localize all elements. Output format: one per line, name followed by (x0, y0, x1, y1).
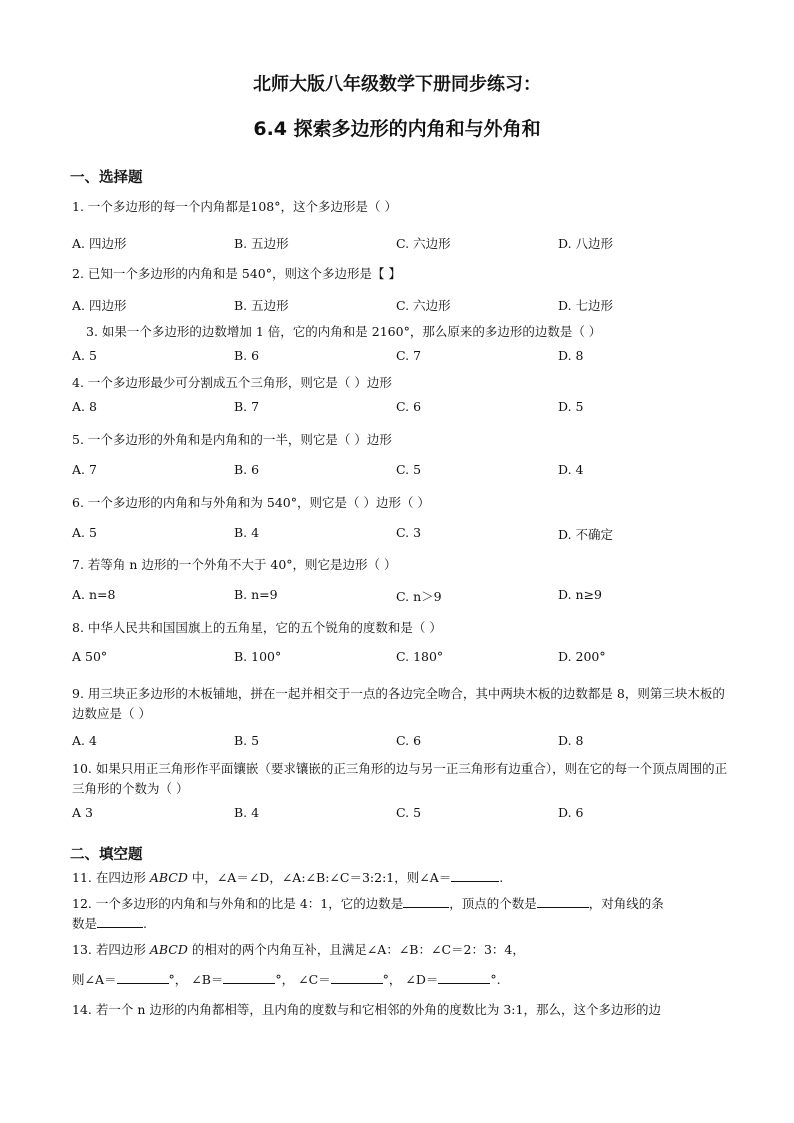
options-10 (72, 805, 732, 825)
option-d: D. 八边形 (558, 236, 614, 251)
option-b: B. n=9 (234, 587, 278, 602)
option-b: B. 五边形 (234, 298, 289, 313)
option-d: D. 七边形 (558, 298, 614, 313)
option-d: D. 8 (558, 348, 584, 363)
options-9 (72, 733, 732, 753)
option-a: A 50° (72, 649, 108, 664)
option-b: B. 100° (234, 649, 282, 664)
option-d: D. 6 (558, 805, 584, 820)
answer-blank[interactable] (331, 970, 383, 984)
option-a: A. 5 (72, 525, 97, 540)
option-c: C. 六边形 (396, 236, 451, 251)
q11-text-a: 11. 在四边形 (72, 870, 150, 885)
option-d: D. n≥9 (558, 587, 603, 602)
question-10: 10. 如果只用正三角形作平面镶嵌（要求镶嵌的正三角形的边与另一正三角形有边重合），则在它的每一个顶点周围的正三角形的个数为（ ） (72, 761, 728, 796)
option-c: C. 5 (396, 805, 422, 820)
answer-blank[interactable] (537, 894, 589, 908)
q11-text-c: 中，∠A＝∠D，∠A:∠B:∠C＝3:2:1，则∠A＝ (187, 870, 452, 885)
options-2 (72, 296, 732, 316)
answer-blank[interactable] (223, 970, 275, 984)
q12-text-d: 数是 (72, 916, 98, 931)
option-b: B. 五边形 (234, 236, 289, 251)
options-8 (72, 649, 732, 669)
option-b: B. 6 (234, 348, 260, 363)
worksheet-title: 北师大版八年级数学下册同步练习： (253, 74, 541, 95)
section-heading-choice: 一、选择题 (70, 170, 143, 186)
q13-text-a: 13. 若四边形 (72, 942, 150, 957)
options-5 (72, 462, 732, 482)
question-12-cont (72, 914, 732, 934)
question-8: 8. 中华人民共和国国旗上的五角星，它的五个锐角的度数和是（ ） (72, 620, 442, 635)
question-5: 5. 一个多边形的外角和是内角和的一半，则它是（ ）边形 (72, 432, 392, 447)
option-b: B. 7 (234, 399, 260, 414)
options-1 (72, 234, 732, 254)
option-a: A. 四边形 (72, 236, 127, 251)
option-c: C. 3 (396, 525, 422, 540)
q12-text-c: ，对角线的条 (588, 896, 664, 911)
question-6: 6. 一个多边形的内角和与外角和为 540°，则它是（ ）边形（ ） (72, 495, 430, 510)
q12-text-b: ，顶点的个数是 (449, 896, 537, 911)
option-c: C. 5 (396, 462, 422, 477)
question-9: 9. 用三块正多边形的木板铺地，拼在一起并相交于一点的各边完全吻合，其中两块木板的边数都是 8，则第三块木板的边数应是（ ） (72, 686, 725, 721)
options-6 (72, 525, 732, 545)
option-d: D. 5 (558, 399, 584, 414)
question-12 (72, 894, 732, 914)
option-a: A 3 (72, 805, 93, 820)
option-d: D. 不确定 (558, 527, 614, 542)
question-1: 1. 一个多边形的每一个内角都是108°，这个多边形是（ ） (72, 199, 397, 214)
answer-blank[interactable] (403, 894, 449, 908)
question-13 (72, 940, 732, 960)
q13-text-c: 的相对的两个内角互补，且满足∠A：∠B：∠C＝2：3：4， (187, 942, 525, 957)
q12-text-a: 12. 一个多边形的内角和与外角和的比是 4：1，它的边数是 (72, 896, 404, 911)
option-c: C. 6 (396, 399, 422, 414)
question-3: 3. 如果一个多边形的边数增加 1 倍，它的内角和是 2160°，那么原来的多边形的边数是（ ） (86, 324, 602, 339)
option-c: C. n＞9 (396, 589, 442, 604)
option-c: C. 六边形 (396, 298, 451, 313)
option-c: C. 7 (396, 348, 422, 363)
options-7 (72, 587, 732, 607)
option-b: B. 4 (234, 525, 260, 540)
options-4 (72, 399, 732, 419)
answer-blank[interactable] (117, 970, 169, 984)
q11-text-d: . (499, 870, 504, 885)
q13-angle-d: °， ∠D＝ (382, 972, 439, 987)
option-a: A. 8 (72, 399, 97, 414)
section-heading-fill: 二、填空题 (70, 847, 143, 863)
option-b: B. 5 (234, 733, 260, 748)
option-a: A. 5 (72, 348, 97, 363)
option-d: D. 200° (558, 649, 606, 664)
option-a: A. 7 (72, 462, 97, 477)
option-d: D. 4 (558, 462, 584, 477)
answer-blank[interactable] (97, 914, 143, 928)
option-a: A. n=8 (72, 587, 116, 602)
question-4: 4. 一个多边形最少可分割成五个三角形，则它是（ ）边形 (72, 375, 392, 390)
question-2: 2. 已知一个多边形的内角和是 540°，则这个多边形是【 】 (72, 266, 401, 281)
options-3 (72, 348, 732, 368)
q13-angle-c: °， ∠C＝ (275, 972, 331, 987)
question-7: 7. 若等角 n 边形的一个外角不大于 40°，则它是边形（ ） (72, 557, 397, 572)
option-b: B. 6 (234, 462, 260, 477)
option-c: C. 180° (396, 649, 444, 664)
answer-blank[interactable] (438, 970, 490, 984)
q13-quad-name: ABCD (149, 942, 188, 957)
option-a: A. 4 (72, 733, 97, 748)
question-14: 14. 若一个 n 边形的内角都相等，且内角的度数与和它相邻的外角的度数比为 3:1，那么，这个多边形的边 (72, 1002, 661, 1017)
q12-text-e: . (143, 916, 147, 931)
option-d: D. 8 (558, 733, 584, 748)
q11-quad-name: ABCD (149, 870, 188, 885)
option-c: C. 6 (396, 733, 422, 748)
answer-blank[interactable] (451, 868, 499, 882)
question-11 (72, 868, 732, 888)
q13-angle-end: °. (490, 972, 501, 987)
option-a: A. 四边形 (72, 298, 127, 313)
q13-angle-b: °， ∠B＝ (168, 972, 224, 987)
worksheet-subtitle: 6.4 探索多边形的内角和与外角和 (253, 118, 541, 140)
option-b: B. 4 (234, 805, 260, 820)
q13-angle-a: 则∠A＝ (72, 972, 117, 987)
question-13-cont (72, 970, 732, 990)
